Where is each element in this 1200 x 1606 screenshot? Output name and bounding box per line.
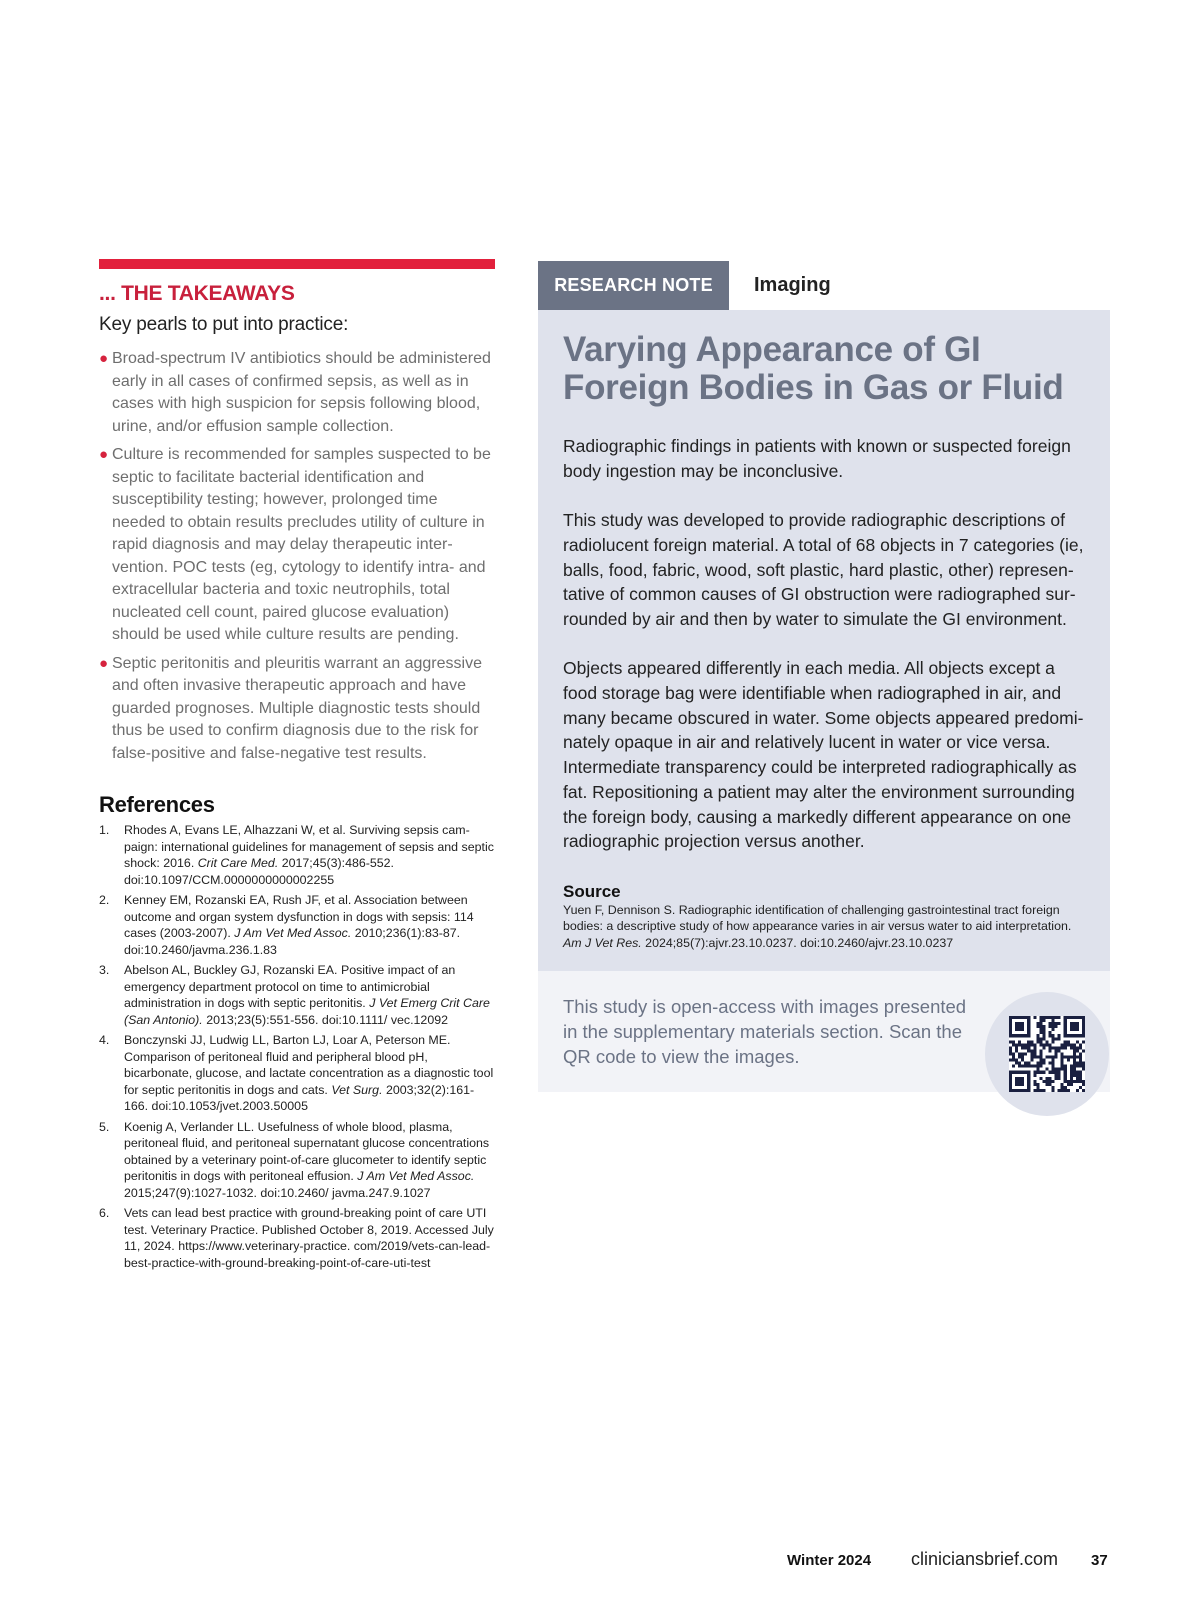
article-paragraph: Objects appeared differently in each media. All objects except a food storage bag were identifiable when radiographed in air, and many became obscured in water. Some objects appeared predominately opaque in air and relatively lucent in water or vice versa. Intermediate transparency could be interpreted radiographically as fat. Repositioning a patient may alter the environment surrounding the foreign body, causing a markedly different appearance on one radiographic projection versus another.	[563, 658, 1084, 852]
takeaway-item: ● Culture is recommended for samples suspected to be septic to facilitate bacterial identification and susceptibility testing; however, prolonged time needed to obtain results precludes utility of culture in rapid diagnosis and may delay therapeutic intervention. POC tests (eg, cytology to identify intra- and extracellular bacteria and toxic neutrophils, total nucleated cell count, paired glucose evaluation) should be used while culture results are pending.	[99, 446, 491, 643]
reference-item: 6. Vets can lead best practice with ground-breaking point of care UTI test. Veterinary Practice. Published October 8, 2019. Accessed July 11, 2024. https://www.veterinary-practice. com/2019/vets-can-lead-best-practice-with-ground-breaking-point-of-care-uti-test	[99, 1206, 494, 1270]
issue-label: Winter 2024	[787, 1552, 872, 1569]
page-number: 37	[1091, 1552, 1108, 1569]
research-note-tab: RESEARCH NOTE	[538, 261, 729, 310]
takeaways-subheading: Key pearls to put into practice:	[99, 314, 349, 335]
research-note-body	[563, 331, 1088, 951]
bullet-icon: ●	[99, 446, 109, 463]
reference-item: 1. Rhodes A, Evans LE, Alhazzani W, et al. Surviving sepsis campaign: international guidelines for management of sepsis and septic shock: 2016. Crit Care Med. 2017;45(3):486-552. doi:10.1097/CCM.0000000000002255	[99, 823, 494, 887]
reference-item: 4. Bonczynski JJ, Ludwig LL, Barton LJ, Loar A, Peterson ME. Comparison of peritoneal fluid and peripheral blood pH, bicarbonate, glucose, and lactate concentration as a diagnostic tool for septic peritonitis in dogs and cats. Vet Surg. 2003;32(2):161-166. doi:10.1053/jvet.2003.50005	[99, 1033, 494, 1113]
article-paragraph: This study was developed to provide radiographic descriptions of radiolucent foreign material. A total of 68 objects in 7 categories (ie, balls, food, fabric, wood, soft plastic, hard plastic, other) representative of common causes of GI obstruction were radiographed surrounded by air and then by water to simulate the GI environment.	[563, 510, 1084, 629]
bullet-icon: ●	[99, 654, 109, 672]
qr-callout-text: This study is open-access with images presented in the supplementary materials section. Scan the QR code to view the images.	[563, 996, 967, 1067]
research-note-panel	[538, 261, 1110, 971]
article-paragraph: Radiographic findings in patients with known or suspected foreign body ingestion may be inconclusive.	[563, 436, 1071, 481]
takeaways-column	[99, 259, 495, 1275]
references-list	[99, 822, 495, 1271]
reference-item: 5. Koenig A, Verlander LL. Usefulness of whole blood, plasma, peritoneal fluid, and peritoneal supernatant glucose concentrations obtained by a veterinary point-of-care glucometer to identify septic peritonitis in dogs with peritoneal effusion. J Am Vet Med Assoc. 2015;247(9):1027-1032. doi:10.2460/ javma.247.9.1027	[99, 1119, 490, 1200]
category-label: Imaging	[754, 274, 831, 296]
source-citation: Yuen F, Dennison S. Radiographic identification of challenging gastrointestinal tract foreign bodies: a descriptive study of how appearance varies in air versus water to aid interpretation. Am J Vet Res. 2024;85(7):ajvr.23.10.0237. doi:10.2460/ajvr.23.10.0237	[563, 902, 1072, 950]
qr-code-icon[interactable]	[1009, 1016, 1085, 1092]
article-title: Varying Appearance of GI Foreign Bodies in Gas or Fluid	[563, 330, 1064, 407]
bullet-icon: ●	[99, 350, 109, 367]
takeaways-heading: ... THE TAKEAWAYS	[99, 282, 295, 305]
references-heading: References	[99, 792, 215, 817]
takeaway-item: ● Septic peritonitis and pleuritis warrant an aggressive and often invasive therapeutic approach and have guarded prognoses. Multiple diagnostic tests should thus be used to confirm diagnosis due to the risk for false-positive and false-negative test results.	[99, 654, 482, 762]
source-heading: Source	[563, 881, 621, 901]
reference-item: 2. Kenney EM, Rozanski EA, Rush JF, et al. Association between outcome and organ system dysfunction in dogs with sepsis: 114 cases (2003-2007). J Am Vet Med Assoc. 2010;236(1):83-87. doi:10.2460/javma.236.1.83	[99, 893, 474, 957]
takeaways-list	[99, 348, 495, 765]
takeaway-item: ● Broad-spectrum IV antibiotics should be administered early in all cases of confirmed sepsis, as well as in cases with high suspicion for sepsis following blood, urine, and/or effusion sample collection.	[99, 350, 491, 435]
qr-badge[interactable]	[985, 992, 1109, 1116]
reference-item: 3. Abelson AL, Buckley GJ, Rozanski EA. Positive impact of an emergency department protocol on time to antimicrobial administration in dogs with septic peritonitis. J Vet Emerg Crit Care (San Antonio). 2013;23(5):551-556. doi:10.1111/ vec.12092	[99, 963, 490, 1027]
site-link[interactable]: cliniciansbrief.com	[911, 1549, 1059, 1569]
accent-rule	[99, 259, 495, 269]
